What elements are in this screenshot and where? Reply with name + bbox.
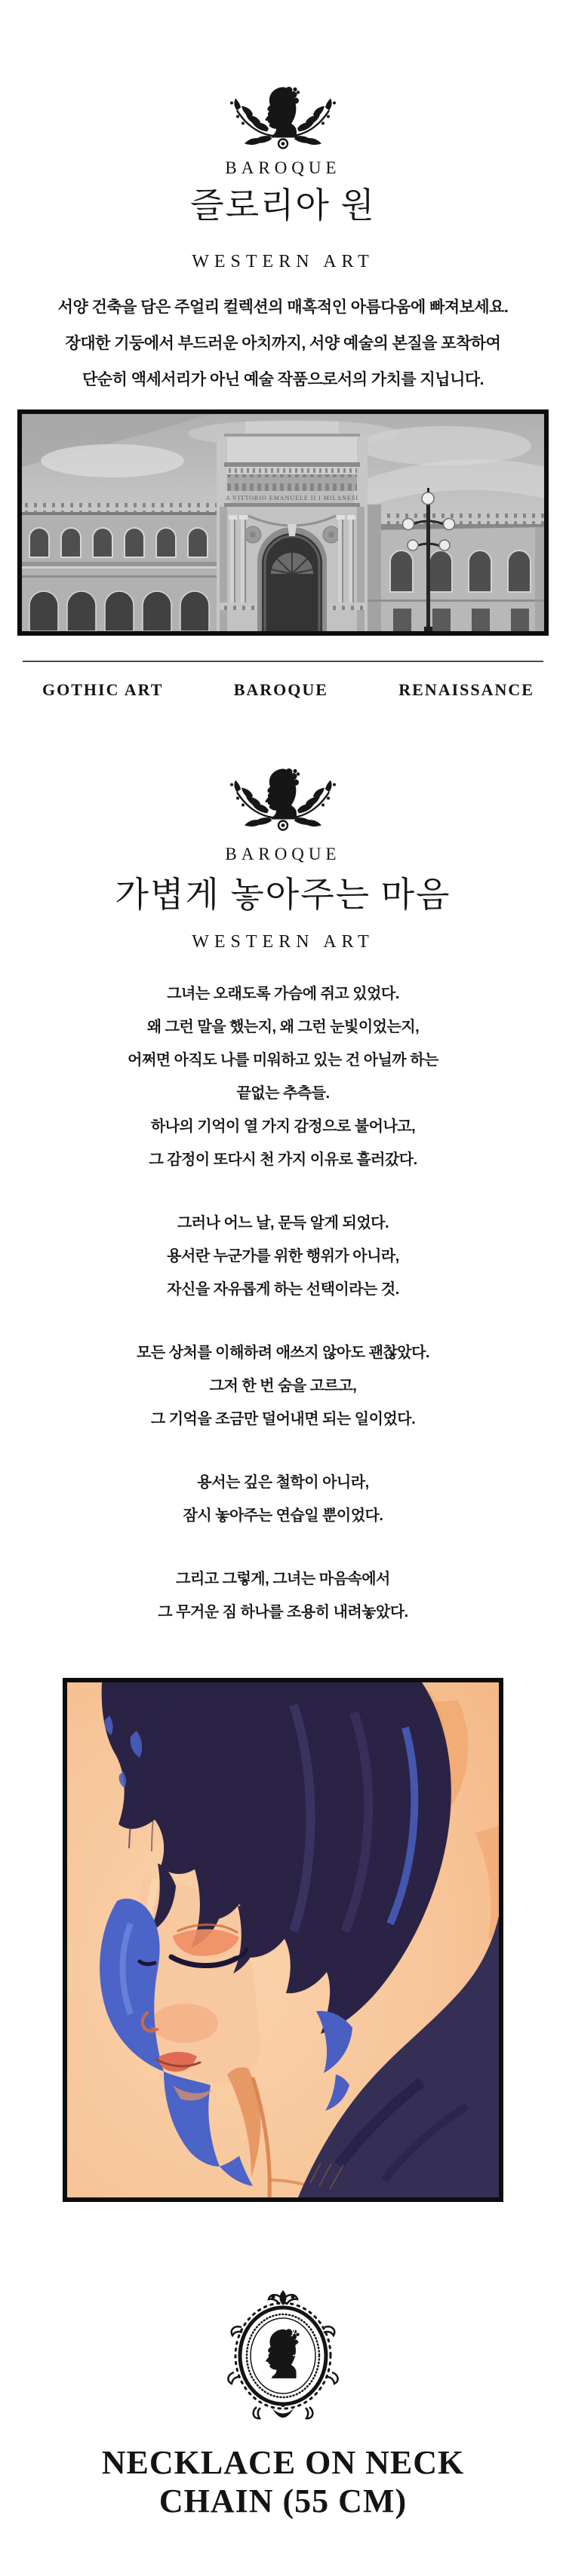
poem-line: 그러나 어느 날, 문득 알게 되었다.: [177, 1215, 389, 1231]
poem-line: 모든 상처를 이해하려 애쓰지 않아도 괜찮았다.: [137, 1345, 429, 1361]
left-building: [22, 503, 217, 631]
section-title: 가볍게 놓아주는 마음: [115, 876, 451, 914]
poem-stanza: [0, 1207, 566, 1306]
category-label-gothic: GOTHIC ART: [42, 680, 164, 699]
paragraph-line: 장대한 기둥에서 부드러운 아치까지, 서양 예술의 본질을 포착하여: [65, 335, 501, 352]
poem-line: 용서는 깊은 철학이 아니라,: [197, 1474, 369, 1491]
poem-line: 어쩌면 아직도 나를 미워하고 있는 건 아닐까 하는: [128, 1052, 438, 1069]
paragraph-line: 서양 건축을 담은 주얼리 컬렉션의 매혹적인 아름다움에 빠져보세요.: [57, 299, 509, 316]
cameo-laurel-emblem-icon: [0, 762, 566, 838]
poem-stanza: [0, 1336, 566, 1436]
section-divider: [23, 661, 543, 662]
woman-portrait-illustration: [63, 1678, 503, 2202]
poem-stanza: [0, 977, 566, 1176]
caption-line: NECKLACE ON NECK: [101, 2444, 465, 2481]
baroque-frame-cameo-emblem-icon: [0, 2289, 566, 2425]
poem-line: 그녀는 오래도록 가슴에 쥐고 있었다.: [167, 986, 399, 1002]
brand-label: BAROQUE: [225, 158, 341, 177]
intro-paragraph: [0, 290, 566, 398]
architecture-photo-art: [22, 414, 544, 631]
poem-line: 그 기억을 조금만 덜어내면 되는 일이었다.: [150, 1411, 416, 1428]
poem-line: 그저 한 번 숨을 고르고,: [209, 1378, 357, 1394]
poem-line: 왜 그런 말을 했는지, 왜 그런 눈빛이었는지,: [146, 1019, 420, 1035]
poem-line: 그리고 그렇게, 그녀는 마음속에서: [176, 1571, 390, 1587]
poem-line: 자신을 자유롭게 하는 선택이라는 것.: [167, 1281, 399, 1298]
woman-portrait-art: [67, 1682, 499, 2197]
poem-line: 그 감정이 또다시 천 가지 이유로 흘러갔다.: [149, 1152, 417, 1168]
poem-line: 그 무거운 짐 하나를 조용히 내려놓았다.: [158, 1604, 408, 1621]
brand-label: BAROQUE: [225, 845, 341, 863]
poem-stanza: [0, 1466, 566, 1532]
category-label-renaissance: RENAISSANCE: [398, 680, 534, 699]
poem-line: 잠시 놓아주는 연습일 뿐이었다.: [183, 1507, 383, 1524]
section-title: 즐로리아 원: [190, 186, 376, 225]
poem-line: 용서란 누군가를 위한 행위가 아니라,: [167, 1248, 399, 1265]
poem-line: 끝없는 추측들.: [236, 1085, 330, 1102]
product-caption: [0, 2443, 566, 2520]
central-arch: [217, 422, 368, 631]
category-row: [0, 680, 566, 700]
poem-line: 하나의 기억이 열 가지 감정으로 불어나고,: [150, 1118, 416, 1135]
category-label-baroque: BAROQUE: [233, 680, 328, 699]
poem-text: [0, 977, 566, 1659]
right-building: [368, 504, 544, 631]
paragraph-line: 단순히 액세서리가 아닌 예술 작품으로서의 가치를 지닙니다.: [82, 371, 484, 388]
caption-line: CHAIN (55 CM): [158, 2482, 408, 2519]
poem-stanza: [0, 1562, 566, 1629]
cameo-laurel-emblem-icon: [0, 80, 566, 156]
section-subtitle: WESTERN ART: [192, 932, 374, 952]
section-subtitle: WESTERN ART: [192, 252, 374, 271]
architecture-photo: [17, 409, 549, 636]
arch-inscription: A VITTORIO EMANUELE II I MILANESI: [225, 495, 359, 501]
